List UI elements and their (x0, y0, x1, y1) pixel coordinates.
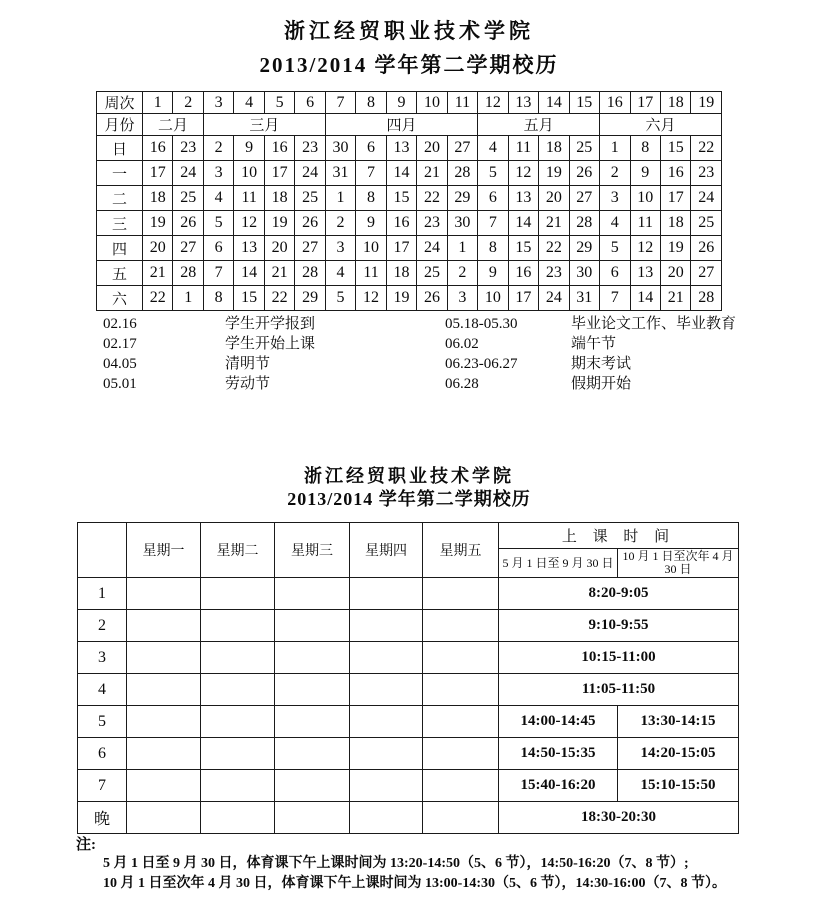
event-date: 06.28 (445, 376, 479, 392)
date-cell: 25 (173, 186, 203, 211)
schedule-row (78, 802, 739, 834)
date-cell: 5 (203, 211, 233, 236)
class-time-cell-period2: 13:30-14:15 (618, 706, 739, 738)
date-cell: 10 (630, 186, 660, 211)
date-cell: 20 (660, 261, 690, 286)
date-cell: 10 (356, 236, 386, 261)
month-cell: 五月 (478, 114, 600, 136)
date-cell: 1 (325, 186, 355, 211)
day-of-week-label: 二 (97, 186, 143, 211)
date-cell: 2 (325, 211, 355, 236)
schedule-row (78, 770, 739, 802)
schedule-row (78, 578, 739, 610)
date-cell: 14 (508, 211, 538, 236)
week-number-cell: 18 (660, 92, 690, 114)
bottom-note (76, 836, 726, 894)
date-cell: 8 (630, 136, 660, 161)
week-number-row (97, 92, 722, 114)
section1-title-school: 浙江经贸职业技术学院 (284, 19, 534, 43)
date-cell: 28 (691, 286, 722, 311)
date-cell: 25 (691, 211, 722, 236)
schedule-corner-cell (78, 523, 127, 578)
calendar-table-body (97, 92, 722, 311)
date-cell: 8 (356, 186, 386, 211)
date-cell: 12 (234, 211, 264, 236)
class-time-cell: 9:10-9:55 (499, 610, 739, 642)
date-cell: 1 (600, 136, 630, 161)
week-number-cell: 3 (203, 92, 233, 114)
events-list (103, 314, 745, 394)
day-of-week-label: 五 (97, 261, 143, 286)
date-cell: 16 (264, 136, 294, 161)
event-date: 06.23-06.27 (445, 356, 518, 372)
date-cell: 22 (264, 286, 294, 311)
event-desc: 毕业论文工作、毕业教育 (571, 316, 737, 332)
date-cell: 18 (264, 186, 294, 211)
date-cell: 21 (264, 261, 294, 286)
schedule-empty-cell (350, 770, 423, 802)
schedule-empty-cell (201, 770, 275, 802)
date-cell: 12 (508, 161, 538, 186)
calendar-day-row (97, 286, 722, 311)
date-cell: 13 (386, 136, 416, 161)
date-cell: 13 (234, 236, 264, 261)
calendar-day-row (97, 161, 722, 186)
weekday-header-mon: 星期一 (127, 523, 201, 578)
date-cell: 3 (203, 161, 233, 186)
date-cell: 30 (447, 211, 477, 236)
event-desc: 假期开始 (571, 376, 632, 392)
date-cell: 16 (660, 161, 690, 186)
date-cell: 10 (234, 161, 264, 186)
weekday-header-fri: 星期五 (423, 523, 499, 578)
date-cell: 24 (295, 161, 325, 186)
date-cell: 29 (569, 236, 599, 261)
class-time-cell-period1: 15:40-16:20 (499, 770, 618, 802)
class-time-cell: 8:20-9:05 (499, 578, 739, 610)
month-row-label: 月份 (97, 114, 143, 136)
class-time-cell: 11:05-11:50 (499, 674, 739, 706)
date-cell: 23 (295, 136, 325, 161)
calendar-day-row (97, 136, 722, 161)
schedule-empty-cell (350, 674, 423, 706)
schedule-empty-cell (423, 674, 499, 706)
date-cell: 15 (508, 236, 538, 261)
month-cell: 六月 (600, 114, 722, 136)
schedule-empty-cell (423, 770, 499, 802)
class-time-group-header: 上 课 时 间 (499, 523, 739, 549)
day-of-week-label: 六 (97, 286, 143, 311)
schedule-empty-cell (423, 738, 499, 770)
schedule-empty-cell (423, 610, 499, 642)
date-cell: 31 (325, 161, 355, 186)
date-cell: 6 (356, 136, 386, 161)
event-desc: 学生开学报到 (225, 316, 316, 332)
schedule-empty-cell (275, 738, 350, 770)
date-cell: 17 (386, 236, 416, 261)
event-date: 05.18-05.30 (445, 316, 518, 332)
date-cell: 4 (478, 136, 508, 161)
day-of-week-label: 三 (97, 211, 143, 236)
period-label: 2 (78, 610, 127, 642)
date-cell: 26 (417, 286, 447, 311)
weekday-header-wed: 星期三 (275, 523, 350, 578)
date-cell: 13 (630, 261, 660, 286)
week-number-cell: 19 (691, 92, 722, 114)
date-cell: 19 (386, 286, 416, 311)
schedule-row (78, 706, 739, 738)
period-label: 7 (78, 770, 127, 802)
calendar-day-row (97, 236, 722, 261)
date-cell: 6 (600, 261, 630, 286)
date-cell: 21 (143, 261, 173, 286)
day-of-week-label: 日 (97, 136, 143, 161)
event-date: 02.16 (103, 316, 137, 332)
section2-title-school: 浙江经贸职业技术学院 (304, 466, 514, 486)
note-line-1: 5 月 1 日至 9 月 30 日，体育课下午上课时间为 13:20-14:50（5、6 节），14:50-16:20（7、8 节）; (103, 856, 689, 871)
schedule-empty-cell (423, 642, 499, 674)
date-cell: 23 (173, 136, 203, 161)
class-time-cell-period1: 14:00-14:45 (499, 706, 618, 738)
date-cell: 24 (691, 186, 722, 211)
schedule-empty-cell (201, 706, 275, 738)
event-desc: 端午节 (571, 336, 617, 352)
class-time-cell-period1: 14:50-15:35 (499, 738, 618, 770)
date-cell: 23 (417, 211, 447, 236)
schedule-empty-cell (201, 802, 275, 834)
date-cell: 5 (600, 236, 630, 261)
period-label: 6 (78, 738, 127, 770)
date-cell: 16 (508, 261, 538, 286)
schedule-empty-cell (127, 738, 201, 770)
date-cell: 12 (356, 286, 386, 311)
event-desc: 劳动节 (225, 376, 271, 392)
date-cell: 14 (234, 261, 264, 286)
calendar-day-row (97, 186, 722, 211)
date-cell: 5 (478, 161, 508, 186)
note-line-2: 10 月 1 日至次年 4 月 30 日，体育课下午上课时间为 13:00-14:30（5、6 节），14:30-16:00（7、8 节）。 (103, 876, 726, 891)
schedule-empty-cell (350, 578, 423, 610)
schedule-row (78, 610, 739, 642)
date-cell: 15 (660, 136, 690, 161)
schedule-empty-cell (127, 706, 201, 738)
week-number-cell: 12 (478, 92, 508, 114)
date-cell: 27 (569, 186, 599, 211)
weekday-header-tue: 星期二 (201, 523, 275, 578)
date-cell: 1 (447, 236, 477, 261)
date-cell: 23 (691, 161, 722, 186)
event-date: 02.17 (103, 336, 137, 352)
date-cell: 17 (508, 286, 538, 311)
event-date: 06.02 (445, 336, 479, 352)
schedule-empty-cell (127, 674, 201, 706)
date-cell: 22 (539, 236, 569, 261)
week-row-label: 周次 (97, 92, 143, 114)
schedule-empty-cell (350, 706, 423, 738)
schedule-empty-cell (275, 610, 350, 642)
event-desc: 学生开始上课 (225, 336, 316, 352)
date-cell: 7 (478, 211, 508, 236)
date-cell: 15 (234, 286, 264, 311)
schedule-empty-cell (275, 706, 350, 738)
calendar-day-row (97, 211, 722, 236)
date-cell: 11 (630, 211, 660, 236)
date-cell: 24 (539, 286, 569, 311)
date-cell: 22 (691, 136, 722, 161)
date-cell: 10 (478, 286, 508, 311)
schedule-empty-cell (275, 802, 350, 834)
date-cell: 22 (417, 186, 447, 211)
date-cell: 4 (203, 186, 233, 211)
date-cell: 27 (295, 236, 325, 261)
period-label: 晚 (78, 802, 127, 834)
date-cell: 9 (630, 161, 660, 186)
month-cell: 二月 (143, 114, 204, 136)
schedule-empty-cell (350, 610, 423, 642)
month-cell: 四月 (325, 114, 477, 136)
event-desc: 清明节 (225, 356, 271, 372)
schedule-empty-cell (201, 578, 275, 610)
section1-title-semester: 2013/2014 学年第二学期校历 (259, 53, 559, 77)
week-number-cell: 16 (600, 92, 630, 114)
date-cell: 15 (386, 186, 416, 211)
schedule-empty-cell (350, 802, 423, 834)
schedule-row (78, 642, 739, 674)
week-number-cell: 8 (356, 92, 386, 114)
date-cell: 9 (356, 211, 386, 236)
date-cell: 28 (173, 261, 203, 286)
date-cell: 6 (478, 186, 508, 211)
date-cell: 28 (569, 211, 599, 236)
date-cell: 14 (386, 161, 416, 186)
date-cell: 19 (143, 211, 173, 236)
date-cell: 24 (173, 161, 203, 186)
date-cell: 5 (325, 286, 355, 311)
date-cell: 3 (600, 186, 630, 211)
date-cell: 1 (173, 286, 203, 311)
date-cell: 9 (478, 261, 508, 286)
date-cell: 11 (356, 261, 386, 286)
period-label: 1 (78, 578, 127, 610)
date-cell: 7 (356, 161, 386, 186)
date-cell: 27 (173, 236, 203, 261)
date-cell: 13 (508, 186, 538, 211)
event-date: 04.05 (103, 356, 137, 372)
weekday-header-thu: 星期四 (350, 523, 423, 578)
schedule-empty-cell (201, 674, 275, 706)
class-time-cell: 18:30-20:30 (499, 802, 739, 834)
date-cell: 26 (569, 161, 599, 186)
schedule-empty-cell (127, 770, 201, 802)
section2-title-semester: 2013/2014 学年第二学期校历 (287, 489, 531, 509)
date-cell: 2 (600, 161, 630, 186)
date-cell: 18 (143, 186, 173, 211)
schedule-empty-cell (423, 578, 499, 610)
date-cell: 8 (478, 236, 508, 261)
date-cell: 25 (569, 136, 599, 161)
class-time-cell-period2: 15:10-15:50 (618, 770, 739, 802)
note-label: 注: (76, 837, 96, 853)
month-row (97, 114, 722, 136)
date-cell: 30 (325, 136, 355, 161)
week-number-cell: 10 (417, 92, 447, 114)
schedule-empty-cell (127, 578, 201, 610)
schedule-row (78, 674, 739, 706)
schedule-empty-cell (201, 738, 275, 770)
date-cell: 11 (234, 186, 264, 211)
day-of-week-label: 一 (97, 161, 143, 186)
date-cell: 25 (295, 186, 325, 211)
week-number-cell: 5 (264, 92, 294, 114)
date-cell: 19 (539, 161, 569, 186)
date-cell: 20 (539, 186, 569, 211)
schedule-empty-cell (275, 578, 350, 610)
date-cell: 20 (417, 136, 447, 161)
date-cell: 18 (539, 136, 569, 161)
date-cell: 19 (264, 211, 294, 236)
date-cell: 3 (447, 286, 477, 311)
date-cell: 25 (417, 261, 447, 286)
schedule-empty-cell (275, 642, 350, 674)
date-cell: 31 (569, 286, 599, 311)
schedule-empty-cell (423, 706, 499, 738)
week-number-cell: 15 (569, 92, 599, 114)
date-cell: 7 (600, 286, 630, 311)
period-label: 3 (78, 642, 127, 674)
date-cell: 4 (600, 211, 630, 236)
date-cell: 23 (539, 261, 569, 286)
date-cell: 9 (234, 136, 264, 161)
date-cell: 20 (143, 236, 173, 261)
event-date: 05.01 (103, 376, 137, 392)
class-time-cell-period2: 14:20-15:05 (618, 738, 739, 770)
date-cell: 26 (173, 211, 203, 236)
week-number-cell: 6 (295, 92, 325, 114)
date-cell: 14 (630, 286, 660, 311)
date-cell: 8 (203, 286, 233, 311)
date-cell: 12 (630, 236, 660, 261)
time-period1-header: 5 月 1 日至 9 月 30 日 (499, 549, 618, 578)
date-cell: 17 (143, 161, 173, 186)
week-number-cell: 17 (630, 92, 660, 114)
class-time-cell: 10:15-11:00 (499, 642, 739, 674)
schedule-empty-cell (201, 610, 275, 642)
schedule-empty-cell (275, 770, 350, 802)
event-desc: 期末考试 (571, 356, 632, 372)
calendar-day-row (97, 261, 722, 286)
date-cell: 7 (203, 261, 233, 286)
date-cell: 16 (143, 136, 173, 161)
date-cell: 28 (295, 261, 325, 286)
date-cell: 4 (325, 261, 355, 286)
schedule-empty-cell (275, 674, 350, 706)
date-cell: 6 (203, 236, 233, 261)
week-number-cell: 9 (386, 92, 416, 114)
date-cell: 20 (264, 236, 294, 261)
date-cell: 17 (660, 186, 690, 211)
schedule-empty-cell (127, 802, 201, 834)
week-number-cell: 11 (447, 92, 477, 114)
schedule-empty-cell (201, 642, 275, 674)
date-cell: 26 (691, 236, 722, 261)
date-cell: 24 (417, 236, 447, 261)
schedule-empty-cell (423, 802, 499, 834)
week-number-cell: 14 (539, 92, 569, 114)
date-cell: 28 (447, 161, 477, 186)
date-cell: 29 (295, 286, 325, 311)
date-cell: 2 (447, 261, 477, 286)
period-label: 4 (78, 674, 127, 706)
date-cell: 22 (143, 286, 173, 311)
schedule-empty-cell (350, 738, 423, 770)
schedule-empty-cell (127, 642, 201, 674)
time-period2-header: 10 月 1 日至次年 4 月 30 日 (618, 549, 739, 578)
week-number-cell: 2 (173, 92, 203, 114)
date-cell: 11 (508, 136, 538, 161)
date-cell: 17 (264, 161, 294, 186)
schedule-table (77, 522, 739, 834)
day-of-week-label: 四 (97, 236, 143, 261)
date-cell: 18 (660, 211, 690, 236)
schedule-table-body (78, 523, 739, 834)
schedule-row (78, 738, 739, 770)
schedule-empty-cell (127, 610, 201, 642)
date-cell: 21 (417, 161, 447, 186)
date-cell: 27 (447, 136, 477, 161)
date-cell: 21 (660, 286, 690, 311)
week-number-cell: 13 (508, 92, 538, 114)
period-label: 5 (78, 706, 127, 738)
date-cell: 29 (447, 186, 477, 211)
schedule-empty-cell (350, 642, 423, 674)
week-number-cell: 7 (325, 92, 355, 114)
date-cell: 2 (203, 136, 233, 161)
date-cell: 27 (691, 261, 722, 286)
date-cell: 19 (660, 236, 690, 261)
date-cell: 26 (295, 211, 325, 236)
date-cell: 3 (325, 236, 355, 261)
week-number-cell: 1 (143, 92, 173, 114)
date-cell: 21 (539, 211, 569, 236)
date-cell: 16 (386, 211, 416, 236)
calendar-table (96, 91, 722, 311)
date-cell: 30 (569, 261, 599, 286)
date-cell: 18 (386, 261, 416, 286)
month-cell: 三月 (203, 114, 325, 136)
week-number-cell: 4 (234, 92, 264, 114)
